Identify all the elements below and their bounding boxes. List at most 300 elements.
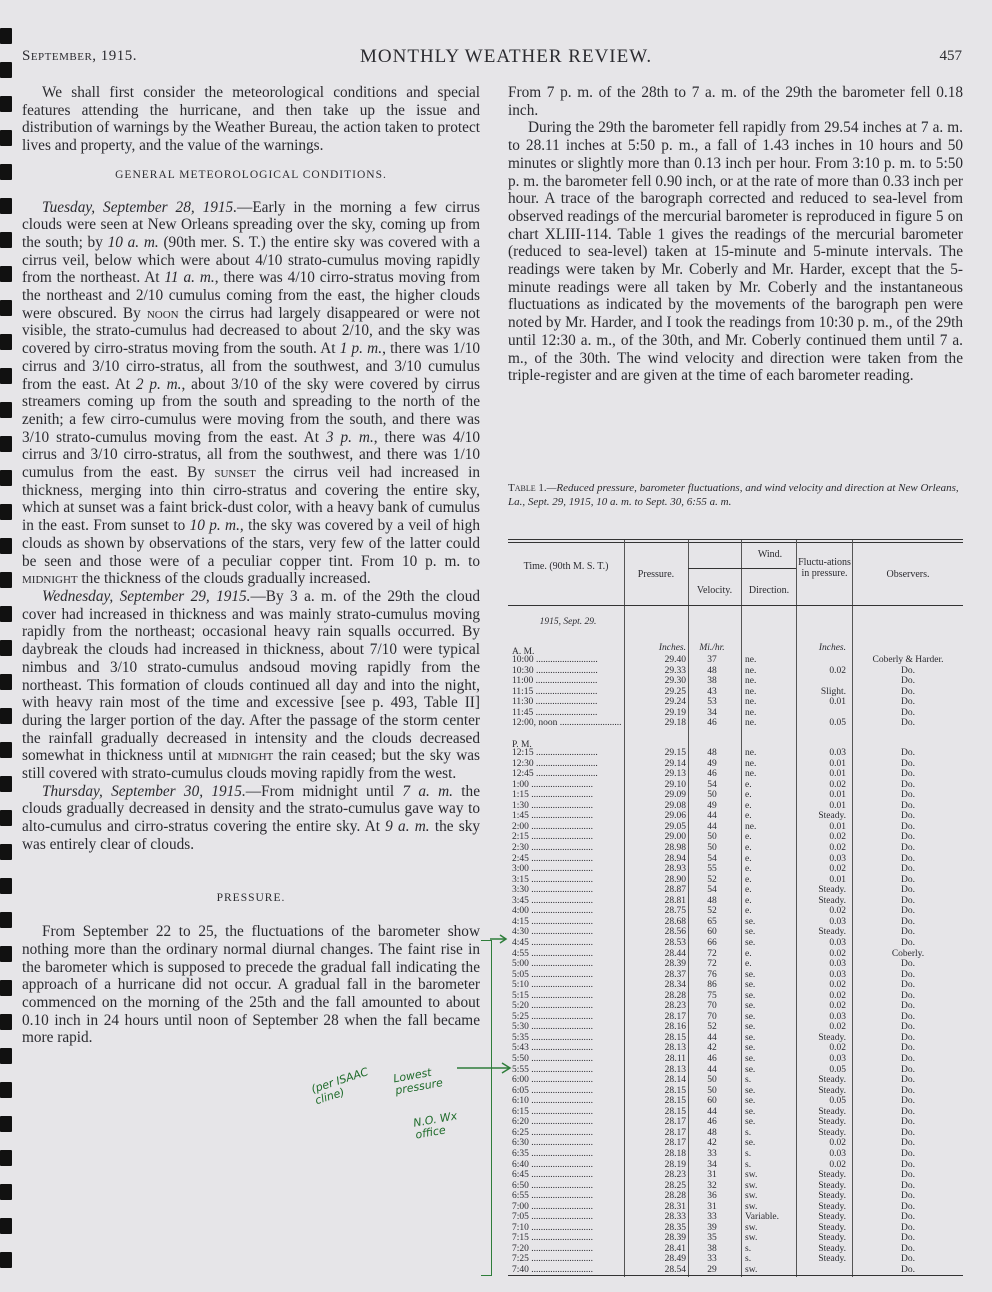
row-pressure: 29.25 [664, 686, 686, 697]
row-direction: s. [745, 1075, 752, 1085]
row-pressure: 29.18 [664, 718, 686, 729]
row-fluctuation: 0.03 [829, 969, 846, 980]
row-velocity: 49 [707, 800, 717, 811]
row-observer: Do. [901, 686, 915, 697]
row-fluctuation: Steady. [818, 895, 846, 906]
row-velocity: 43 [707, 686, 717, 697]
row-velocity: 36 [707, 1191, 717, 1202]
row-fluctuation: Steady. [818, 1170, 846, 1180]
row-direction: ne. [745, 821, 757, 832]
row-direction: e. [745, 959, 752, 969]
row-time: 1:15 .......................... [512, 790, 594, 801]
row-observer: Do. [901, 800, 915, 811]
row-velocity: 54 [707, 779, 717, 790]
row-time: 5:20 .......................... [512, 1001, 594, 1012]
row-direction: se. [745, 1117, 756, 1128]
row-observer: Do. [901, 990, 915, 1001]
row-pressure: 29.33 [664, 665, 686, 676]
row-velocity: 48 [707, 748, 717, 758]
row-direction: se. [745, 916, 756, 927]
row-direction: s. [745, 1254, 752, 1265]
row-pressure: 29.00 [664, 832, 686, 843]
row-observer: Do. [901, 707, 915, 718]
row-time: 7:20 .......................... [512, 1243, 594, 1254]
row-observer: Do. [901, 916, 915, 927]
handwritten-note-source: (per ISAAC cline) [309, 1065, 370, 1108]
row-direction: e. [745, 853, 752, 864]
header-velocity: Velocity. [696, 585, 733, 596]
wednesday-paragraph: Wednesday, September 29, 1915.—By 3 a. m. of the 29th the cloud cover had increased in thickness and was mainly strato-cumulus moving rapidly from the northeast; occasional heavy rain squalls occurred. By daybreak the clouds had increased in thickness, about 7/10 were typical nimbus and 3/10 strato-cumulus andsoud moving rapidly from the northeast. This formation of clouds continued all day and into the night, with heavy rain most of the time and excessive [see p. 493, Table II] during the larger portion of the day. After the passage of the storm center the rainfall gradually decreased in intensity and the clouds decreased somewhat in thickness until at midnight the rain ceased; but the sky was still covered with strato-cumulus clouds moving rapidly from the west. [22, 587, 481, 783]
row-observer: Do. [901, 927, 915, 938]
row-observer: Do. [901, 1201, 915, 1212]
row-time: 7:40 .......................... [512, 1265, 594, 1275]
header-date: September, 1915. [22, 48, 138, 64]
row-pressure: 28.56 [664, 927, 686, 938]
row-velocity: 33 [707, 1254, 717, 1265]
row-pressure: 28.44 [664, 948, 686, 959]
row-observer: Do. [901, 1159, 915, 1170]
row-observer: Do. [901, 1148, 915, 1159]
row-velocity: 46 [707, 769, 717, 780]
row-pressure: 28.23 [664, 1001, 686, 1012]
row-observer: Do. [901, 811, 915, 822]
handwritten-note-office: N.O. Wx office [412, 1109, 459, 1142]
row-observer: Do. [901, 1138, 915, 1149]
row-time: 4:00 .......................... [512, 906, 594, 917]
row-time: 7:10 .......................... [512, 1222, 594, 1233]
row-fluctuation: 0.03 [829, 937, 846, 948]
row-observer: Do. [901, 1117, 915, 1128]
tuesday-paragraph: Tuesday, September 28, 1915.—Early in the morning a few cirrus clouds were seen at New Orleans spreading over the sky, coming up from the south; by 10 a. m. (90th mer. S. T.) the entire sky was covered with a cirrus veil, below which were about 4/10 strato-cumulus moving rapidly from the northeast. At 11 a. m., there was 4/10 cirro-stratus moving from the northeast and 2/10 cumulus coming from the east, the higher clouds were obscured. By noon the cirrus had largely disappeared or were not visible, the strato-cumulus had decreased to about 2/10, and the sky was covered by cirro-stratus moving from the south. At 1 p. m., there was 1/10 cirrus and 3/10 cirro-stratus, all from the southwest, and 3/10 cumulus from the east. At 2 p. m., about 3/10 of the sky were covered by cirrus streamers coming up from the south and spreading to the north of the zenith; a few cirro-cumulus were moving from the south, and there was 3/10 strato-cumulus moving from the east. At 3 p. m., there was 4/10 cirrus and 3/10 cirro-stratus, all from the southwest, and there was 1/10 cumulus from the east. By sunset the cirrus veil had increased in thickness, merging into thin cirro-stratus and covering the entire sky, which at sunset was a faint brick-dust color, with a heavy bank of cumulus in the east. From sunset to 10 p. m., the sky was covered by a veil of high clouds as shown by observations of the stars, very few of the latter could be seen and those were of a peculiar copper tint. From 10 p. m. to midnight the thickness of the clouds gradually increased. [22, 198, 481, 588]
row-velocity: 42 [707, 1138, 717, 1149]
row-fluctuation: Steady. [818, 1191, 846, 1202]
row-direction: s. [745, 1127, 752, 1138]
row-direction: ne. [745, 769, 757, 780]
row-pressure: 28.81 [664, 895, 686, 906]
row-time: 10:30 .......................... [512, 665, 598, 676]
row-observer: Do. [901, 874, 915, 885]
row-fluctuation: 0.02 [829, 779, 846, 790]
row-velocity: 54 [707, 853, 717, 864]
row-fluctuation: 0.03 [829, 1011, 846, 1022]
row-pressure: 29.15 [664, 748, 686, 758]
row-pressure: 28.17 [664, 1138, 686, 1149]
row-direction: e. [745, 800, 752, 811]
row-time: 2:15 .......................... [512, 832, 594, 843]
row-fluctuation: Slight. [820, 686, 846, 697]
row-direction: e. [745, 906, 752, 917]
row-velocity: 70 [707, 1011, 717, 1022]
row-time: 4:55 .......................... [512, 948, 594, 959]
journal-title: MONTHLY WEATHER REVIEW. [360, 46, 653, 67]
row-observer: Do. [901, 842, 915, 853]
row-fluctuation: 0.03 [829, 853, 846, 864]
row-observer: Do. [901, 1032, 915, 1043]
row-fluctuation: Steady. [818, 1233, 846, 1244]
row-time: 5:35 .......................... [512, 1032, 594, 1043]
row-velocity: 52 [707, 874, 717, 885]
row-velocity: 34 [707, 707, 717, 718]
row-fluctuation: Steady. [818, 1254, 846, 1265]
row-pressure: 28.34 [664, 980, 686, 991]
row-fluctuation: 0.02 [829, 1043, 846, 1054]
row-observer: Coberly. [891, 948, 925, 959]
row-fluctuation: 0.01 [829, 800, 846, 811]
header-direction: Direction. [748, 585, 790, 596]
section-heading-pressure: PRESSURE. [216, 891, 286, 904]
row-time: 6:30 .......................... [512, 1138, 594, 1149]
row-time: 1:00 .......................... [512, 779, 594, 790]
row-velocity: 33 [707, 1148, 717, 1159]
row-time: 4:30 .......................... [512, 927, 594, 938]
barometer-paragraph: During the 29th the barometer fell rapidly from 29.54 inches at 7 a. m. to 28.11 inches at 5:50 p. m., a fall of 1.43 inches in 10 hours and 50 minutes or slightly more than 0.13 inch per hour. From 3:10 p. m. to 5:50 p. m. the barometer fell 0.90 inch, or at the rate of more than 0.33 inch per hour. A trace of the barograph corrected and reduced to sea-level from observed readings of the mercurial barometer is reproduced in figure 5 on chart XLIII-114. Table 1 gives the readings of the mercurial barometer (reduced to sea-level) taken at 15-minute and 5-minute intervals. The readings were taken by Mr. Coberly and Mr. Harder, except that the 5-minute readings were all taken by Mr. Coberly and the instantaneous fluctuations as indicated by the movements of the barograph pen were noted by Mr. Harder, and I took the readings from 10:30 p. m., of the 29th until 12:30 a. m., of the 30th, and Mr. Coberly continued them until 7 a. m., of the 30th. The wind velocity and direction were taken from the triple-register and are given at the time of each barometer reading. [508, 119, 963, 385]
row-observer: Do. [901, 1222, 915, 1233]
row-time: 5:15 .......................... [512, 990, 594, 1001]
unit-velocity: Mi./hr. [699, 643, 725, 653]
row-time: 4:45 .......................... [512, 937, 594, 948]
row-pressure: 28.25 [664, 1180, 686, 1191]
row-pressure: 28.33 [664, 1212, 686, 1223]
row-fluctuation: 0.02 [829, 1159, 846, 1170]
row-velocity: 38 [707, 1243, 717, 1254]
row-direction: sw. [745, 1222, 758, 1233]
row-fluctuation: Steady. [818, 1085, 846, 1096]
header-fluctuations: Fluctu-ations in pressure. [798, 557, 851, 579]
row-time: 7:25 .......................... [512, 1254, 594, 1265]
row-observer: Do. [901, 980, 915, 991]
header-wind: Wind. [757, 549, 783, 560]
row-pressure: 28.39 [664, 959, 686, 969]
row-fluctuation: Steady. [818, 1032, 846, 1043]
row-fluctuation: 0.05 [829, 718, 846, 729]
row-direction: ne. [745, 707, 757, 718]
row-time: 11:45 .......................... [512, 707, 598, 718]
row-observer: Do. [901, 1170, 915, 1180]
row-direction: s. [745, 1148, 752, 1159]
am-label: A. M. [512, 647, 535, 657]
row-time: 5:55 .......................... [512, 1064, 594, 1075]
row-fluctuation: 0.01 [829, 758, 846, 769]
row-fluctuation: Steady. [818, 811, 846, 822]
row-velocity: 76 [707, 969, 717, 980]
row-fluctuation: 0.05 [829, 1064, 846, 1075]
row-velocity: 53 [707, 697, 717, 708]
row-observer: Do. [901, 1096, 915, 1107]
row-pressure: 28.15 [664, 1106, 686, 1117]
row-time: 5:00 .......................... [512, 959, 594, 969]
row-observer: Do. [901, 1075, 915, 1085]
row-time: 1:30 .......................... [512, 800, 594, 811]
row-direction: e. [745, 790, 752, 801]
pressure-paragraph: From September 22 to 25, the fluctuations of the barometer show nothing more than the ordinary normal diurnal changes. The faint rise in the barometer which is supposed to precede the gradual fall indicating the approach of a hurricane did not occur. A gradual fall in the barometer commenced on the morning of the 25th and the fall amounted to about 0.10 inch in 24 hours until noon of September 28 when the fall became more rapid. [22, 923, 480, 1047]
row-pressure: 28.35 [664, 1222, 686, 1233]
row-fluctuation: 0.01 [829, 769, 846, 780]
row-observer: Do. [901, 937, 915, 948]
row-time: 6:50 .......................... [512, 1180, 594, 1191]
row-velocity: 31 [707, 1201, 717, 1212]
row-time: 3:30 .......................... [512, 885, 594, 896]
header-observers: Observers. [886, 569, 930, 580]
row-pressure: 28.53 [664, 937, 686, 948]
row-fluctuation: 0.02 [829, 864, 846, 875]
row-time: 2:30 .......................... [512, 842, 594, 853]
row-pressure: 28.49 [664, 1254, 686, 1265]
row-velocity: 52 [707, 1022, 717, 1033]
row-direction: ne. [745, 676, 757, 687]
row-direction: se. [745, 969, 756, 980]
row-pressure: 28.16 [664, 1022, 686, 1033]
handwritten-note-lowest: Lowest pressure [392, 1065, 444, 1098]
row-fluctuation: 0.01 [829, 790, 846, 801]
row-time: 11:00 .......................... [512, 676, 598, 687]
row-direction: se. [745, 1032, 756, 1043]
row-time: 5:43 .......................... [512, 1043, 594, 1054]
row-observer: Do. [901, 1085, 915, 1096]
row-pressure: 29.24 [664, 697, 686, 708]
row-time: 6:05 .......................... [512, 1085, 594, 1096]
row-observer: Do. [901, 853, 915, 864]
row-velocity: 50 [707, 1085, 717, 1096]
row-pressure: 28.13 [664, 1043, 686, 1054]
row-pressure: 29.19 [664, 707, 686, 718]
row-pressure: 28.39 [664, 1233, 686, 1244]
row-velocity: 33 [707, 1212, 717, 1223]
row-velocity: 50 [707, 1075, 717, 1085]
row-pressure: 28.93 [664, 864, 686, 875]
row-direction: ne. [745, 665, 757, 676]
pressure-table [508, 537, 963, 1277]
row-direction: se. [745, 1096, 756, 1107]
row-fluctuation: Steady. [818, 885, 846, 896]
row-fluctuation: 0.02 [829, 665, 846, 676]
row-observer: Do. [901, 832, 915, 843]
row-direction: sw. [745, 1201, 758, 1212]
row-direction: ne. [745, 655, 757, 665]
row-observer: Do. [901, 885, 915, 896]
row-velocity: 44 [707, 1064, 717, 1075]
row-pressure: 29.13 [664, 769, 686, 780]
row-observer: Do. [901, 1011, 915, 1022]
row-time: 11:15 .......................... [512, 686, 598, 697]
row-fluctuation: Steady. [818, 1222, 846, 1233]
row-direction: sw. [745, 1170, 758, 1180]
row-direction: s. [745, 1159, 752, 1170]
row-direction: se. [745, 1138, 756, 1149]
row-velocity: 32 [707, 1180, 717, 1191]
table-date: 1915, Sept. 29. [539, 617, 597, 627]
row-observer: Do. [901, 1212, 915, 1223]
row-pressure: 28.14 [664, 1075, 686, 1085]
row-velocity: 50 [707, 842, 717, 853]
row-pressure: 29.06 [664, 811, 686, 822]
row-pressure: 29.05 [664, 821, 686, 832]
row-velocity: 48 [707, 1127, 717, 1138]
row-velocity: 48 [707, 665, 717, 676]
row-direction: e. [745, 779, 752, 790]
header-pressure: Pressure. [637, 569, 675, 580]
row-pressure: 28.13 [664, 1064, 686, 1075]
row-velocity: 55 [707, 864, 717, 875]
row-time: 12:45 .......................... [512, 769, 598, 780]
row-time: 6:40 .......................... [512, 1159, 594, 1170]
row-fluctuation: 0.02 [829, 990, 846, 1001]
row-observer: Do. [901, 758, 915, 769]
row-pressure: 28.15 [664, 1032, 686, 1043]
row-observer: Do. [901, 697, 915, 708]
row-fluctuation: 0.03 [829, 748, 846, 758]
row-pressure: 28.87 [664, 885, 686, 896]
row-pressure: 28.98 [664, 842, 686, 853]
row-fluctuation: 0.03 [829, 959, 846, 969]
row-observer: Do. [901, 959, 915, 969]
row-observer: Do. [901, 748, 915, 758]
row-velocity: 44 [707, 821, 717, 832]
right-column [508, 84, 963, 385]
row-fluctuation: Steady. [818, 1117, 846, 1128]
row-velocity: 60 [707, 927, 717, 938]
row-time: 10:00 .......................... [512, 655, 598, 665]
row-time: 6:45 .......................... [512, 1170, 594, 1180]
row-direction: se. [745, 990, 756, 1001]
row-observer: Do. [901, 790, 915, 801]
row-direction: sw. [745, 1191, 758, 1202]
row-direction: sw. [745, 1233, 758, 1244]
row-direction: e. [745, 895, 752, 906]
row-velocity: 72 [707, 948, 717, 959]
row-pressure: 28.19 [664, 1159, 686, 1170]
row-time: 5:25 .......................... [512, 1011, 594, 1022]
row-observer: Do. [901, 665, 915, 676]
row-direction: s. [745, 1243, 752, 1254]
row-observer: Do. [901, 1054, 915, 1064]
row-fluctuation: 0.01 [829, 697, 846, 708]
row-pressure: 28.75 [664, 906, 686, 917]
row-direction: e. [745, 832, 752, 843]
row-velocity: 54 [707, 885, 717, 896]
row-direction: e. [745, 885, 752, 896]
row-observer: Do. [901, 906, 915, 917]
row-fluctuation: 0.05 [829, 1096, 846, 1107]
row-observer: Do. [901, 1265, 915, 1275]
row-velocity: 50 [707, 832, 717, 843]
annotation-tick [490, 933, 510, 945]
row-time: 6:15 .......................... [512, 1106, 594, 1117]
row-velocity: 60 [707, 1096, 717, 1107]
row-pressure: 29.30 [664, 676, 686, 687]
row-velocity: 29 [707, 1265, 717, 1275]
row-velocity: 46 [707, 1117, 717, 1128]
row-direction: se. [745, 937, 756, 948]
row-observer: Do. [901, 821, 915, 832]
row-pressure: 28.54 [664, 1265, 686, 1275]
row-pressure: 28.41 [664, 1243, 686, 1254]
row-time: 5:10 .......................... [512, 980, 594, 991]
annotation-arrow [455, 1060, 515, 1074]
row-direction: ne. [745, 697, 757, 708]
row-time: 5:50 .......................... [512, 1054, 594, 1064]
row-observer: Do. [901, 769, 915, 780]
row-fluctuation: 0.02 [829, 1138, 846, 1149]
row-direction: e. [745, 864, 752, 875]
row-time: 6:35 .......................... [512, 1148, 594, 1159]
row-time: 3:00 .......................... [512, 864, 594, 875]
row-velocity: 34 [707, 1159, 717, 1170]
unit-pressure: Inches. [658, 643, 686, 653]
row-fluctuation: 0.02 [829, 906, 846, 917]
row-direction: se. [745, 1106, 756, 1117]
row-time: 6:20 .......................... [512, 1117, 594, 1128]
row-observer: Do. [901, 718, 915, 729]
row-time: 3:15 .......................... [512, 874, 594, 885]
row-observer: Do. [901, 1233, 915, 1244]
row-fluctuation: 0.02 [829, 1022, 846, 1033]
page-header [22, 48, 962, 70]
spiral-binding [0, 0, 14, 1292]
row-velocity: 46 [707, 1054, 717, 1064]
row-pressure: 28.94 [664, 853, 686, 864]
row-fluctuation: Steady. [818, 1201, 846, 1212]
row-time: 6:10 .......................... [512, 1096, 594, 1107]
row-pressure: 28.18 [664, 1148, 686, 1159]
row-pressure: 28.28 [664, 1191, 686, 1202]
row-pressure: 28.28 [664, 990, 686, 1001]
row-direction: ne. [745, 748, 757, 758]
row-direction: ne. [745, 718, 757, 729]
row-observer: Do. [901, 1191, 915, 1202]
table-caption: Table 1.—Reduced pressure, barometer fluctuations, and wind velocity and direction at New Orleans, La., Sept. 29, 1915, 10 a. m. to Sept. 30, 6:55 a. m. [508, 482, 959, 508]
annotation-bracket [481, 940, 492, 1276]
row-direction: se. [745, 980, 756, 991]
row-fluctuation: Steady. [818, 1180, 846, 1191]
row-observer: Do. [901, 676, 915, 687]
row-velocity: 49 [707, 758, 717, 769]
row-direction: e. [745, 842, 752, 853]
row-fluctuation: Steady. [818, 1212, 846, 1223]
row-time: 4:15 .......................... [512, 916, 594, 927]
row-pressure: 29.09 [664, 790, 686, 801]
continued-paragraph: From 7 p. m. of the 28th to 7 a. m. of the 29th the barometer fell 0.18 inch. [508, 84, 963, 119]
row-direction: se. [745, 1054, 756, 1064]
row-pressure: 28.17 [664, 1117, 686, 1128]
row-observer: Do. [901, 1064, 915, 1075]
row-fluctuation: Steady. [818, 1127, 846, 1138]
row-time: 5:05 .......................... [512, 969, 594, 980]
row-time: 12:30 .......................... [512, 758, 598, 769]
row-velocity: 65 [707, 916, 717, 927]
row-velocity: 35 [707, 1233, 717, 1244]
row-direction: sw. [745, 1180, 758, 1191]
intro-paragraph: We shall first consider the meteorological conditions and special features attending the hurricane, and then take up the issue and distribution of warnings by the Weather Bureau, the action taken to protect lives and property, and the value of the warnings. [22, 84, 480, 155]
row-pressure: 28.68 [664, 916, 686, 927]
row-observer: Do. [901, 864, 915, 875]
row-direction: ne. [745, 758, 757, 769]
row-fluctuation: Steady. [818, 1106, 846, 1117]
row-velocity: 37 [707, 655, 717, 665]
row-fluctuation: 0.02 [829, 842, 846, 853]
row-fluctuation: 0.01 [829, 874, 846, 885]
row-direction: se. [745, 927, 756, 938]
row-observer: Do. [901, 895, 915, 906]
row-time: 7:15 .......................... [512, 1233, 594, 1244]
row-time: 2:45 .......................... [512, 853, 594, 864]
row-time: 5:30 .......................... [512, 1022, 594, 1033]
left-column [22, 84, 480, 1047]
row-velocity: 42 [707, 1043, 717, 1054]
row-velocity: 44 [707, 1032, 717, 1043]
row-time: 3:45 .......................... [512, 895, 594, 906]
row-velocity: 86 [707, 980, 717, 991]
row-velocity: 38 [707, 676, 717, 687]
